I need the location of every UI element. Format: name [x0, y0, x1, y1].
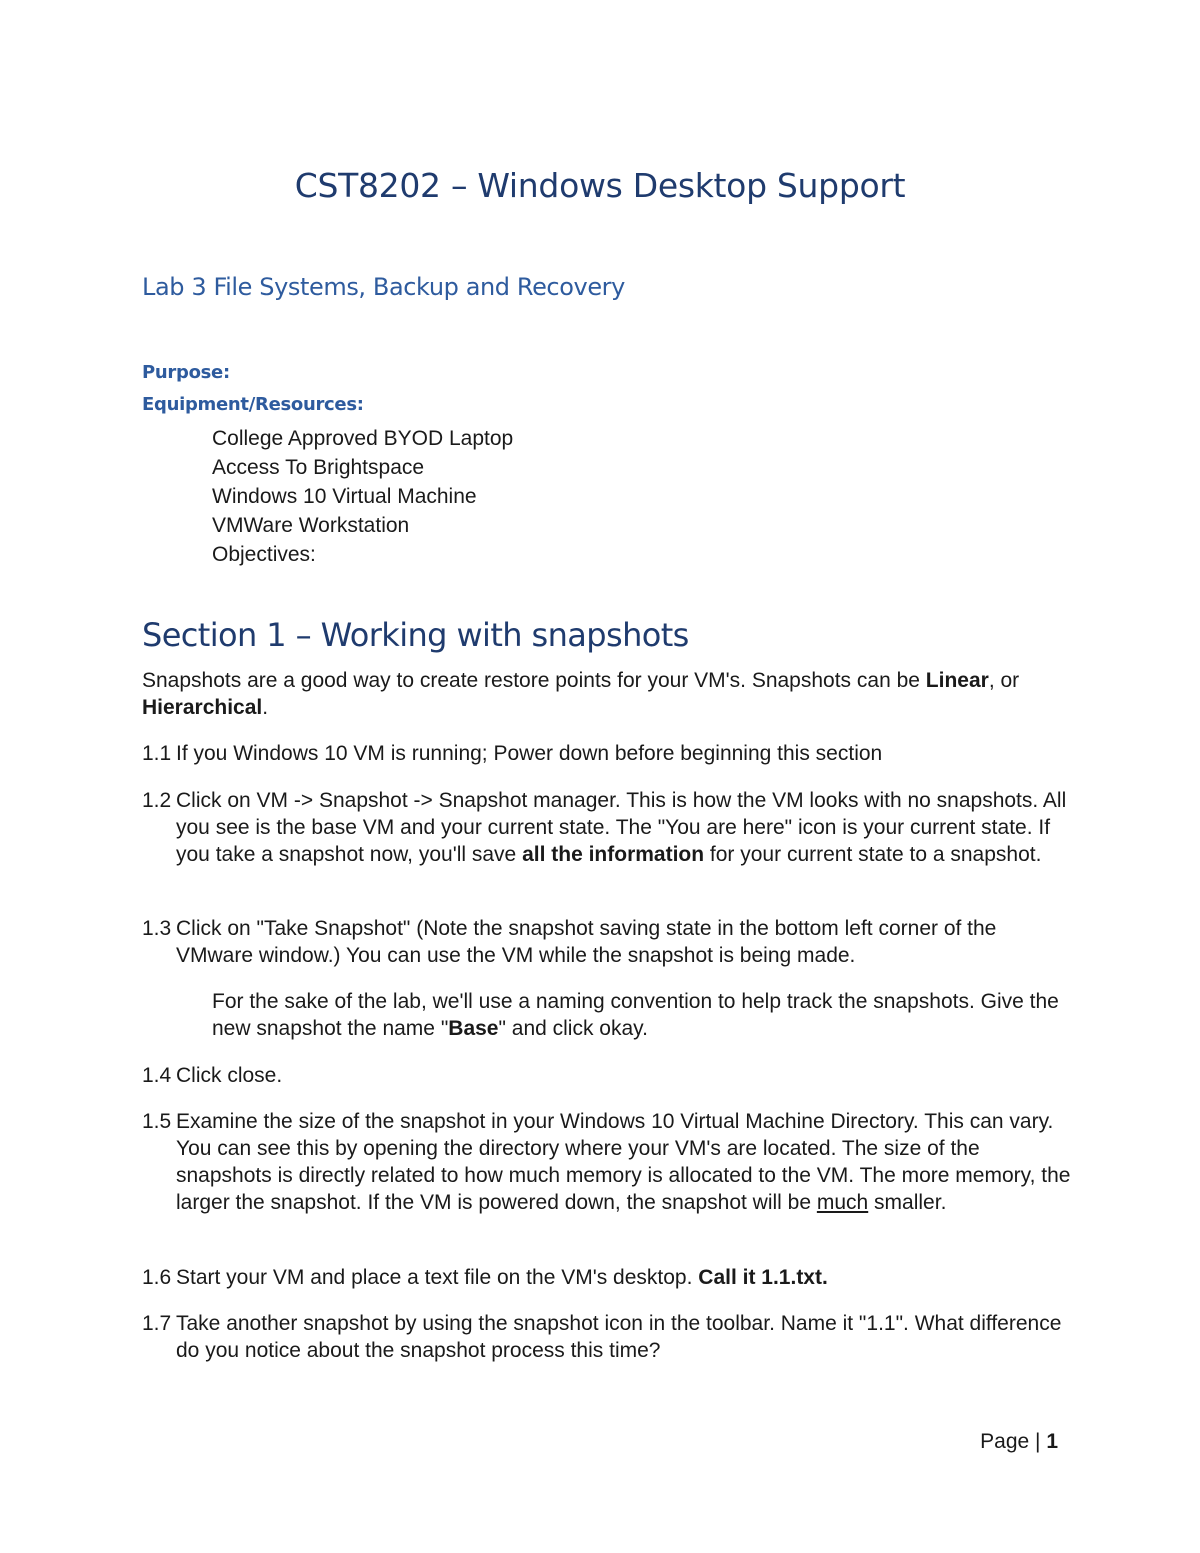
step-number: 1.7: [142, 1312, 172, 1335]
document-title: CST8202 – Windows Desktop Support: [294, 166, 906, 205]
purpose-label: Purpose:: [142, 362, 230, 383]
resource-item: Windows 10 Virtual Machine: [212, 485, 477, 508]
step-number: 1.1: [142, 742, 172, 765]
page-footer: [980, 1430, 1058, 1454]
step-item: [142, 915, 1072, 969]
step-number: 1.3: [142, 917, 172, 940]
step-item: [142, 740, 1072, 767]
resource-item: Objectives:: [212, 543, 316, 566]
equipment-label: Equipment/Resources:: [142, 394, 364, 415]
step-item: [142, 1310, 1072, 1364]
step-number: 1.5: [142, 1110, 172, 1133]
step-text: If you Windows 10 VM is running; Power down before beginning this section: [176, 742, 883, 765]
step-text: Click on VM -> Snapshot -> Snapshot manager. This is how the VM looks with no snapshots. All you see is the base VM and your current state. The "You are here" icon is your current state. If you take a snapshot now, you'll save all the information for your current state to a snapshot.: [176, 789, 1067, 866]
step-item: [142, 1108, 1072, 1216]
step-item: [142, 787, 1072, 868]
resource-item: College Approved BYOD Laptop: [212, 427, 514, 450]
step-text: Click on "Take Snapshot" (Note the snapshot saving state in the bottom left corner of the VMware window.) You can use the VM while the snapshot is being made.: [176, 917, 997, 967]
resource-item: Access To Brightspace: [212, 456, 425, 479]
intro-paragraph: Snapshots are a good way to create restore points for your VM's. Snapshots can be Linear, or Hierarchical.: [142, 669, 1020, 719]
step-number: 1.4: [142, 1064, 172, 1087]
step-item: [142, 1264, 1072, 1291]
step-number: 1.6: [142, 1266, 172, 1289]
lab-title: Lab 3 File Systems, Backup and Recovery: [142, 273, 625, 301]
step-text: Examine the size of the snapshot in your Windows 10 Virtual Machine Directory. This can vary. You can see this by opening the directory where your VM's are located. The size of the snapshots is directly related to how much memory is allocated to the VM. The more memory, the larger the snapshot. If the VM is powered down, the snapshot will be much smaller.: [176, 1110, 1071, 1214]
step-text: Click close.: [176, 1064, 283, 1087]
step-number: 1.2: [142, 789, 172, 812]
page-label: Page |: [980, 1430, 1047, 1453]
step-text: Take another snapshot by using the snapshot icon in the toolbar. Name it "1.1". What difference do you notice about the snapshot process this time?: [176, 1312, 1062, 1362]
step-text: Start your VM and place a text file on the VM's desktop. Call it 1.1.txt.: [176, 1266, 828, 1289]
section-heading: Section 1 – Working with snapshots: [142, 616, 689, 654]
page-number: 1: [1046, 1430, 1058, 1453]
resource-item: VMWare Workstation: [212, 514, 410, 537]
step-item: [142, 1062, 1072, 1089]
resources-list: [212, 424, 513, 569]
step-note: For the sake of the lab, we'll use a naming convention to help track the snapshots. Give the new snapshot the name "Base" and click okay.: [212, 990, 1059, 1040]
